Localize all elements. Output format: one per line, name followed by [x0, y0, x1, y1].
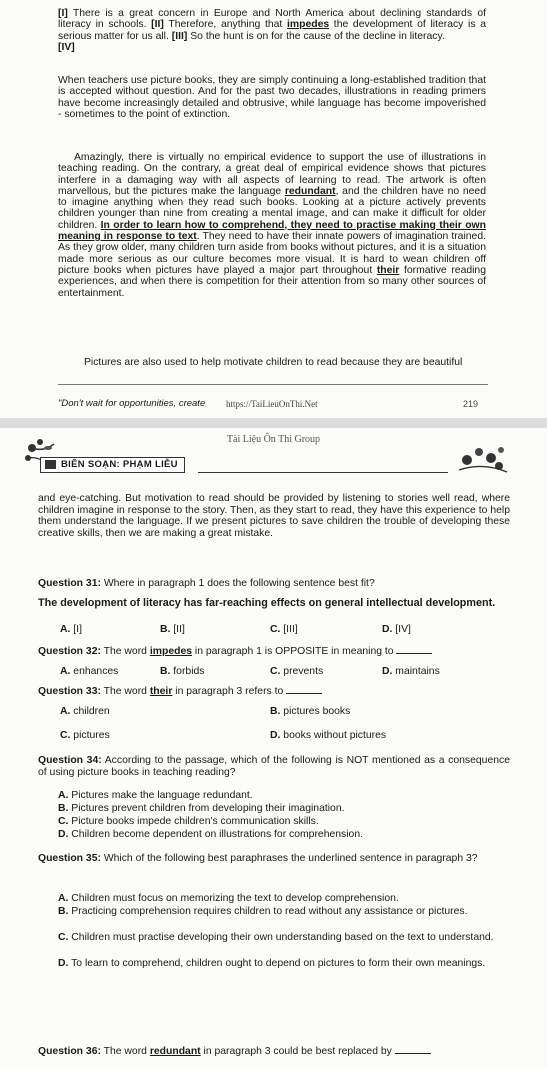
q32-option-c[interactable]: C. prevents — [270, 666, 324, 677]
answer-blank — [395, 1045, 431, 1054]
underlined-sentence: In order to learn how to comprehend, they need to practise making their own meaning in response to text — [58, 219, 486, 243]
header-rule — [198, 472, 448, 473]
paragraph-3: Amazingly, there is virtually no empirical evidence to support the use of illustrations in teaching reading. On the contrary, a great deal of empirical evidence shows that pictures interfere in a damaging way with all aspects of learning to read. The artwork is often marvellous, but the pictures make the language redundant, and the children have no need to imagine anything when they read such books. Looking at a picture actively prevents children younger than nine from creating a mental image, and can make it difficult for older children. In order to learn how to comprehend, they need to practise making their own meaning in response to text. They need to have their innate powers of imagination trained. As they grow older, many children turn aside from books without pictures, and it is a situation made more serious as our culture becomes more visual. It is hard to wean children off picture books when pictures have played a major part throughout their formative reading experiences, and when there is competition for their attention from so many other sources of entertainment. — [58, 152, 486, 299]
paragraph-1: [I] There is a great concern in Europe and North America about declining standards of literacy in schools. [II] Therefore, anything that impedes the development of literacy is a serious matter for us all. [III] So the hunt is on for the cause of the decline in literacy. [IV] — [58, 8, 487, 53]
underlined-redundant: redundant — [284, 185, 336, 197]
q31-option-c[interactable]: C. [III] — [270, 624, 298, 635]
q35-option-a[interactable]: A. Children must focus on memorizing the text to develop comprehension. — [58, 893, 399, 904]
header-bar — [40, 457, 508, 473]
page-separator — [0, 418, 547, 428]
q35-option-d[interactable]: D. To learn to comprehend, children ought to depend on pictures to form their own meanings. — [58, 958, 486, 969]
q31-option-d[interactable]: D. [IV] — [382, 624, 411, 635]
author-badge: BIÊN SOẠN: PHẠM LIỄU — [40, 457, 185, 473]
answer-blank — [396, 645, 432, 654]
q32-word: impedes — [149, 646, 192, 657]
paragraph-2: When teachers use picture books, they are simply continuing a long-established tradition that is accepted without question. And for the past two decades, illustrations in reading primers have become increasingly detailed and obtrusive, while language has become impoverished - sometimes to the point of extinction. — [58, 75, 486, 120]
underlined-their: their — [376, 264, 400, 276]
question-31: Question 31: Where in paragraph 1 does the following sentence best fit? — [38, 578, 375, 589]
q34-option-b[interactable]: B. Pictures prevent children from developing their imagination. — [58, 803, 345, 814]
underlined-impedes: impedes — [286, 19, 330, 31]
q31-option-b[interactable]: B. [II] — [160, 624, 185, 635]
footer-url: https://TaiLieuOnThi.Net — [226, 399, 318, 409]
question-31-sentence: The development of literacy has far-reaching effects on general intellectual development. — [38, 597, 496, 609]
q33-word: their — [149, 686, 173, 697]
page-number: 219 — [463, 399, 479, 409]
marker-3: [III] — [171, 30, 188, 42]
book-icon — [45, 460, 56, 469]
q34-option-d[interactable]: D. Children become dependent on illustrations for comprehension. — [58, 829, 363, 840]
q31-option-a[interactable]: A. [I] — [60, 624, 82, 635]
q33-option-d[interactable]: D. books without pictures — [270, 730, 387, 741]
marker-2: [II] — [151, 19, 164, 31]
question-33: Question 33: The word their in paragraph 3 refers to — [38, 685, 510, 698]
paragraph-continuation: and eye-catching. But motivation to read should be provided by listening to stories well read, where children imagine in response to the story. Then, as they start to read, they have this experience to help them understand the language. If we present pictures to save children the trouble of developing these creative skills, then we are making a great mistake. — [38, 493, 510, 539]
question-32: Question 32: The word impedes in paragraph 1 is OPPOSITE in meaning to — [38, 645, 510, 658]
q33-option-c[interactable]: C. pictures — [60, 730, 110, 741]
q33-option-b[interactable]: B. pictures books — [270, 706, 351, 717]
question-36: Question 36: The word redundant in paragraph 3 could be best replaced by — [38, 1045, 510, 1058]
question-34: Question 34: According to the passage, which of the following is NOT mentioned as a consequence of using picture books in teaching reading? — [38, 755, 510, 778]
marker-4: [IV] — [58, 41, 75, 53]
q34-option-a[interactable]: A. Pictures make the language redundant. — [58, 790, 253, 801]
question-35: Question 35: Which of the following best paraphrases the underlined sentence in paragraph 3? — [38, 853, 478, 864]
q32-option-d[interactable]: D. maintains — [382, 666, 440, 677]
q32-option-a[interactable]: A. enhances — [60, 666, 119, 677]
marker-1: [I] — [58, 8, 68, 19]
footer-divider — [58, 384, 488, 385]
answer-blank — [286, 685, 322, 694]
footer-quote: "Don't wait for opportunities, create — [58, 398, 206, 409]
q35-option-c[interactable]: C. Children must practise developing their own understanding based on the text to understand. — [58, 932, 494, 943]
floral-ornament-right-icon — [455, 440, 510, 478]
q33-option-a[interactable]: A. children — [60, 706, 110, 717]
group-title: Tài Liệu Ôn Thi Group — [226, 434, 321, 445]
q32-option-b[interactable]: B. forbids — [160, 666, 205, 677]
q36-word: redundant — [149, 1046, 201, 1057]
q35-option-b[interactable]: B. Practicing comprehension requires children to read without any assistance or pictures. — [58, 906, 468, 917]
q34-option-c[interactable]: C. Picture books impede children's communication skills. — [58, 816, 319, 827]
paragraph-4: Pictures are also used to help motivate children to read because they are beautiful — [84, 357, 463, 368]
